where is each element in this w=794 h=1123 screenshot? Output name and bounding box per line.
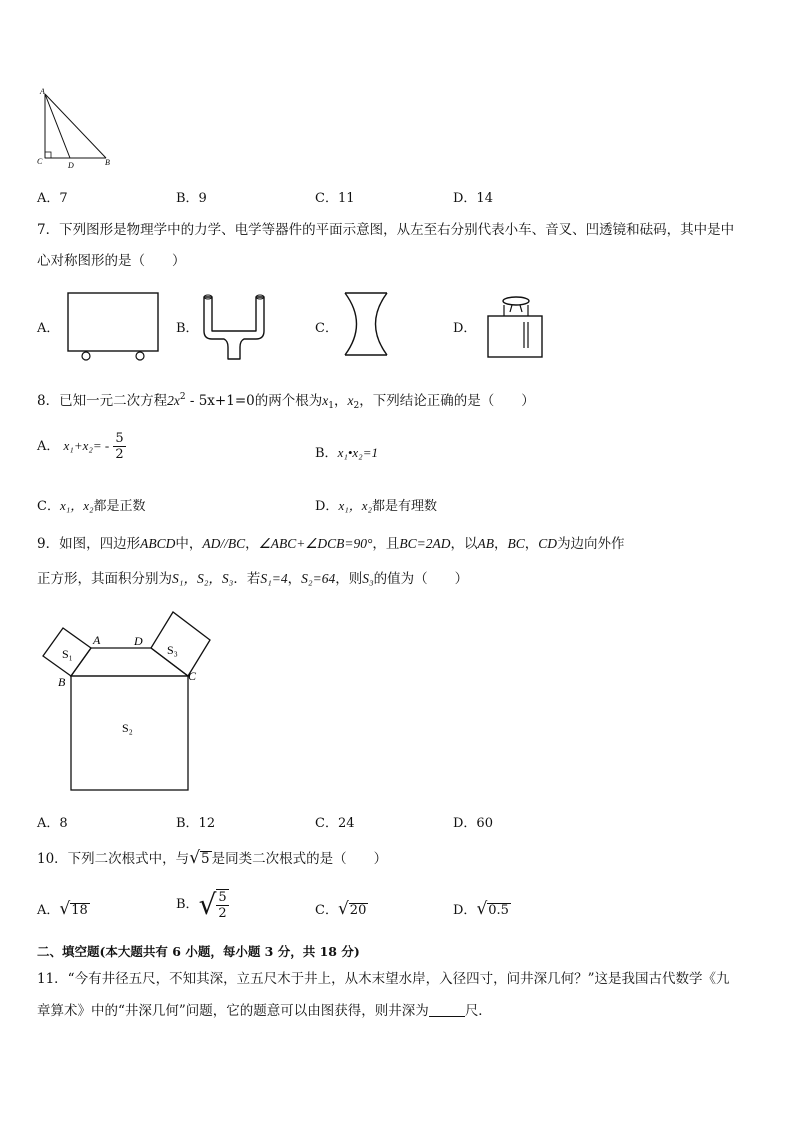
- q10-question: [37, 847, 387, 868]
- q8-option-d-vars: x₁，x₂: [338, 498, 373, 513]
- q7-question-line1: 7．下列图形是物理学中的力学、电学等器件的平面示意图，从左至右分别代表小车、音叉、凹透镜和砝码，其中是中: [37, 222, 735, 238]
- q8-x2: x: [347, 393, 354, 408]
- q8-s1: 1: [328, 401, 334, 411]
- q9-s-list: S₁，S₂，S₃: [172, 571, 234, 586]
- q9-l2d: ，则: [335, 571, 363, 587]
- q10-option-b-label: B．: [176, 897, 199, 912]
- q8-comma: ，: [333, 393, 348, 409]
- q8-option-b-label: B．: [315, 446, 338, 461]
- q9-par: AD//BC: [202, 536, 246, 551]
- triangle-figure: [30, 85, 120, 170]
- label-d: D: [68, 161, 74, 170]
- q8-eq-exp: 2: [179, 392, 186, 402]
- q11-line2a: 章算术》中的“井深几何”问题，它的题意可以由图获得，则井深为: [37, 1003, 429, 1019]
- q9-l1g: ，: [524, 536, 539, 552]
- q10-option-c-radicand: 20: [349, 903, 367, 918]
- q9-option-a[interactable]: A．8: [37, 816, 68, 831]
- q10-option-d-label: D．: [453, 903, 477, 918]
- q10-post: 是同类二次根式的是（ ）: [211, 851, 388, 867]
- q8-option-c-label: C．: [37, 499, 60, 514]
- label-b: B: [58, 675, 66, 689]
- q9-cd: CD: [538, 536, 558, 551]
- q10-pre: 10．下列二次根式中，与: [37, 851, 190, 867]
- q8-option-b[interactable]: [315, 442, 378, 461]
- q8-option-d-label: D．: [315, 499, 339, 514]
- q9-bc2: BC: [507, 536, 525, 551]
- numerator: 5: [115, 431, 124, 446]
- label-c: C: [188, 669, 197, 683]
- q8-option-b-expr: x₁•x₂=1: [337, 445, 378, 460]
- label-a: A: [93, 633, 101, 647]
- sqrt-icon: √: [476, 899, 488, 919]
- q10-option-d[interactable]: [453, 899, 511, 919]
- weight-icon: [484, 292, 546, 360]
- q7-option-b-label[interactable]: B．: [176, 321, 199, 336]
- label-a: A: [40, 87, 45, 96]
- q8-option-a-fraction: [113, 431, 125, 462]
- q9-s2-val: S₂=64: [301, 571, 336, 586]
- q8-pre: 8．已知一元二次方程: [37, 393, 168, 409]
- q9-s3: S₃: [362, 571, 374, 586]
- denominator: 2: [115, 447, 124, 462]
- q10-option-a-radicand: 18: [71, 903, 88, 918]
- q10-radicand: 5: [201, 851, 210, 867]
- q10-option-b-fraction: [216, 889, 228, 921]
- q10-option-a[interactable]: [37, 899, 90, 919]
- q8-s2: 2: [353, 401, 360, 411]
- q9-question-line1: [37, 532, 625, 552]
- label-b: B: [105, 158, 110, 167]
- label-d: D: [134, 634, 143, 648]
- concave-lens-icon: [340, 290, 392, 360]
- label-c: C: [37, 157, 43, 166]
- q9-option-b[interactable]: B．12: [176, 816, 216, 831]
- numerator: 5: [218, 889, 227, 905]
- q7-option-d-label[interactable]: D．: [453, 321, 477, 336]
- q8-option-d[interactable]: [315, 495, 437, 514]
- q9-l1c: ，: [245, 536, 259, 552]
- q9-l1a: 9．如图，四边形: [37, 536, 141, 552]
- q9-ab: AB: [477, 536, 495, 551]
- q10-option-d-radicand: 0.5: [488, 903, 509, 918]
- q9-l1f: ，: [494, 536, 508, 552]
- q8-option-c-text: 都是正数: [93, 499, 146, 514]
- q9-l2a: 正方形，其面积分别为: [37, 571, 172, 587]
- q9-l1e: ，以: [450, 536, 478, 552]
- q10-option-c-label: C．: [315, 903, 338, 918]
- q9-l1d: ，且: [372, 536, 400, 552]
- q8-option-a-expr: x₁+x₂= -: [63, 438, 110, 453]
- q10-option-c[interactable]: [315, 899, 368, 919]
- q7-option-a-label[interactable]: A．: [37, 321, 60, 336]
- q9-abcd: ABCD: [140, 536, 176, 551]
- q6-option-c[interactable]: C．11: [315, 191, 355, 206]
- q9-question-line2: [37, 567, 468, 587]
- answer-blank[interactable]: [429, 1004, 465, 1017]
- q6-option-a[interactable]: A．7: [37, 191, 68, 206]
- q9-l1b: 中，: [175, 536, 203, 552]
- sqrt-icon: √: [59, 899, 71, 919]
- q9-l2b: ．若: [233, 571, 261, 587]
- label-s3: S₃: [167, 643, 178, 657]
- label-s1: S₁: [62, 647, 73, 661]
- q11-question-line2: [37, 999, 492, 1019]
- q11-line2b: 尺．: [464, 1003, 492, 1019]
- q8-mid: 的两个根为: [254, 393, 323, 409]
- q8-x1: x: [322, 393, 329, 408]
- q8-option-a[interactable]: [37, 431, 126, 462]
- label-s2: S₂: [122, 721, 133, 735]
- sqrt-icon: √: [189, 848, 201, 868]
- q8-option-a-label: A．: [37, 439, 60, 454]
- q9-option-c[interactable]: C．24: [315, 816, 355, 831]
- q9-s1-val: S₁=4: [260, 571, 288, 586]
- q8-option-c[interactable]: [37, 495, 146, 514]
- q8-question: [37, 389, 535, 411]
- q10-option-a-label: A．: [37, 903, 60, 918]
- q9-l2c: ，: [287, 571, 302, 587]
- q9-l2e: 的值为（ ）: [373, 571, 469, 587]
- q11-question-line1: 11．“今有井径五尺，不知其深，立五尺木于井上，从木末望水岸，入径四寸，问井深几何？”这是我国古代数学《九: [37, 971, 730, 987]
- q6-option-b[interactable]: B．9: [176, 191, 207, 206]
- q8-eq: 2x: [167, 393, 180, 408]
- q9-option-d[interactable]: D．60: [453, 816, 493, 831]
- denominator: 2: [218, 905, 227, 921]
- q7-question-line2: 心对称图形的是（ ）: [37, 253, 186, 269]
- tuning-fork-icon: [198, 291, 270, 363]
- squares-figure: [36, 604, 216, 794]
- q7-option-c-label[interactable]: C．: [315, 321, 338, 336]
- q8-post: ，下列结论正确的是（ ）: [359, 393, 535, 409]
- q8-option-c-vars: x₁，x₂: [59, 498, 94, 513]
- q9-bc: BC=2AD: [399, 536, 451, 551]
- sqrt-icon: √: [337, 899, 349, 919]
- q9-l1h: 为边向外作: [557, 536, 625, 552]
- cart-icon: [66, 290, 162, 362]
- q6-option-d[interactable]: D．14: [453, 191, 493, 206]
- q10-option-b[interactable]: [176, 888, 229, 921]
- sqrt-icon: √: [198, 888, 217, 921]
- q9-angle: ∠ABC+∠DCB=90°: [258, 536, 373, 551]
- q8-eq-rest: - 5x+1=0: [185, 393, 255, 409]
- section-heading: 二、填空题(本大题共有 6 小题，每小题 3 分，共 18 分): [37, 944, 360, 959]
- q8-option-d-text: 都是有理数: [372, 499, 438, 514]
